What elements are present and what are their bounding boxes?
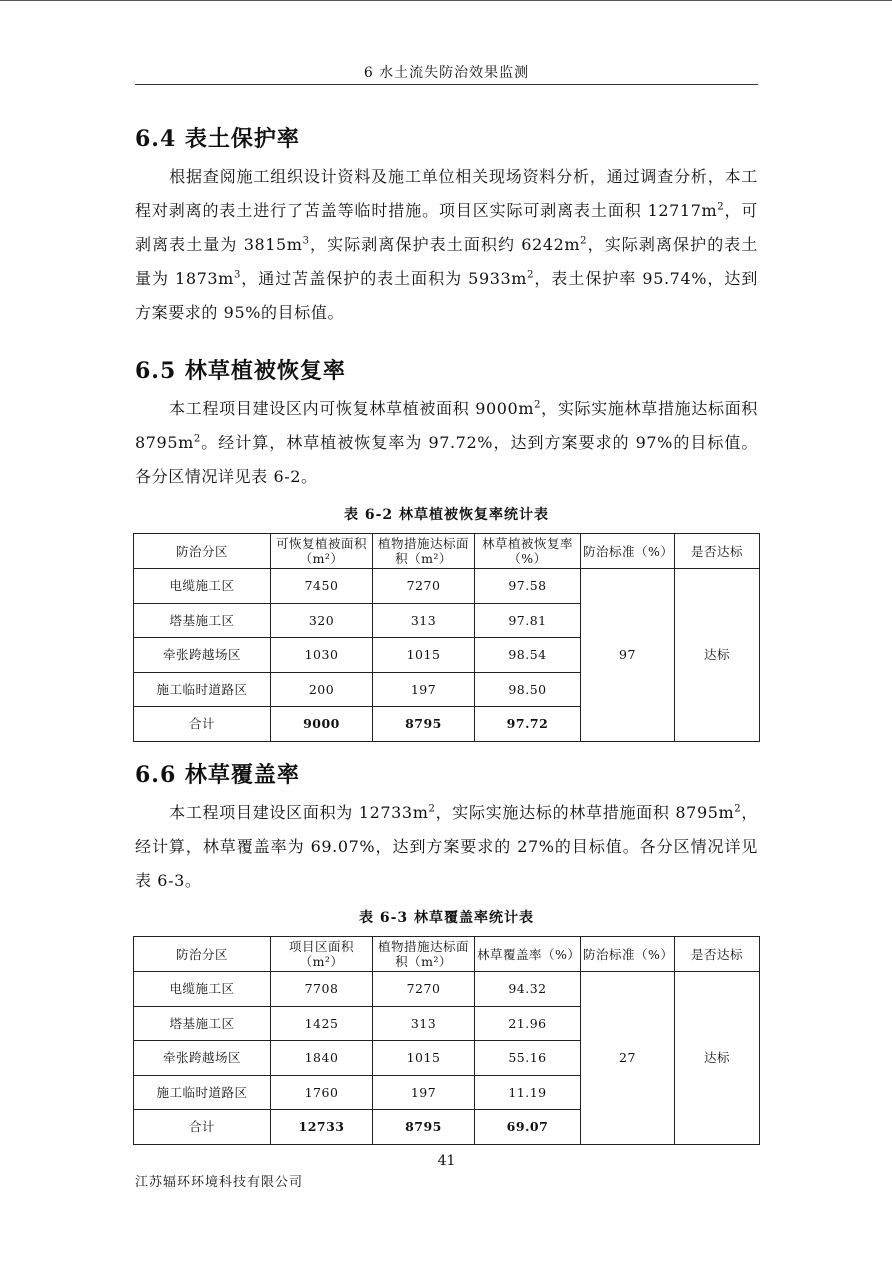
table-header-row [134, 534, 760, 569]
standard-cell: 97 [581, 569, 675, 742]
value-cell: 21.96 [475, 1006, 581, 1041]
value-cell: 55.16 [475, 1041, 581, 1076]
header-cell: 防治标准（%） [581, 937, 675, 972]
total-value-cell: 8795 [373, 707, 475, 742]
section-6-5-paragraph: 本工程项目建设区内可恢复林草植被面积 $9000m^2$，实际实施林草措施达标面积 $8795m^2$。经计算，林草植被恢复率为 97.72%，达到方案要求的 97%的目标值。各分区情况详见表 6-2。 [135, 399, 758, 486]
value-cell: 200 [271, 672, 373, 707]
value-cell: 313 [373, 1006, 475, 1041]
zone-cell: 电缆施工区 [134, 569, 271, 604]
value-cell: 7270 [373, 569, 475, 604]
section-6-6-heading: 6.6 林草覆盖率 [135, 762, 300, 788]
table-header-row [134, 937, 760, 972]
value-cell: 7270 [373, 972, 475, 1007]
value-cell: 7708 [271, 972, 373, 1007]
value-cell: 197 [373, 672, 475, 707]
result-cell: 达标 [675, 972, 760, 1145]
header-cell: 防治标准（%） [581, 534, 675, 569]
total-value-cell: 8795 [373, 1110, 475, 1145]
value-cell: 1840 [271, 1041, 373, 1076]
table-6-3-caption: 表 6-3 林草覆盖率统计表 [358, 910, 535, 926]
value-cell: 1015 [373, 638, 475, 673]
top-border-line [0, 0, 892, 1]
header-cell: 防治分区 [134, 534, 271, 569]
header-cell: 防治分区 [134, 937, 271, 972]
value-cell: 98.54 [475, 638, 581, 673]
total-label-cell: 合计 [134, 1110, 271, 1145]
header-divider [135, 84, 758, 85]
header-cell: 是否达标 [675, 937, 760, 972]
value-cell: 11.19 [475, 1075, 581, 1110]
table-6-2 [133, 533, 760, 742]
total-label-cell: 合计 [134, 707, 271, 742]
result-cell: 达标 [675, 569, 760, 742]
standard-cell: 27 [581, 972, 675, 1145]
zone-cell: 施工临时道路区 [134, 1075, 271, 1110]
zone-cell: 牵张跨越场区 [134, 638, 271, 673]
value-cell: 7450 [271, 569, 373, 604]
header-cell: 是否达标 [675, 534, 760, 569]
table-row [134, 972, 760, 1007]
zone-cell: 牵张跨越场区 [134, 1041, 271, 1076]
section-6-6-paragraph: 本工程项目建设区面积为 $12733m^2$，实际实施达标的林草措施面积 $8795m^2$，经计算，林草覆盖率为 69.07%，达到方案要求的 27%的目标值。各分区情况详见表 6-3。 [135, 803, 758, 890]
header-cell: 植物措施达标面积（m²） [373, 534, 475, 569]
value-cell: 94.32 [475, 972, 581, 1007]
total-value-cell: 69.07 [475, 1110, 581, 1145]
zone-cell: 施工临时道路区 [134, 672, 271, 707]
value-cell: 1425 [271, 1006, 373, 1041]
header-cell: 项目区面积（m²） [271, 937, 373, 972]
value-cell: 97.81 [475, 603, 581, 638]
header-cell: 林草覆盖率（%） [475, 937, 581, 972]
section-6-5-heading: 6.5 林草植被恢复率 [135, 358, 346, 384]
page-number: 41 [437, 1153, 456, 1169]
value-cell: 97.58 [475, 569, 581, 604]
header-cell: 植物措施达标面积（m²） [373, 937, 475, 972]
section-6-4-heading: 6.4 表土保护率 [135, 126, 300, 152]
section-6-4-paragraph: 根据查阅施工组织设计资料及施工单位相关现场资料分析，通过调查分析，本工程对剥离的表土进行了苫盖等临时措施。项目区实际可剥离表土面积 $12717m^2$，可剥离表土量为 $3815m^3$，实际剥离保护表土面积约 $6242m^2$，实际剥离保护的表土量为 $1873m^3$，通过苫盖保护的表土面积为 $5933m^2$，表土保护率 95.74%，达到方案要求的 95%的目标值。 [135, 167, 759, 322]
zone-cell: 塔基施工区 [134, 603, 271, 638]
footer-company-name: 江苏辐环环境科技有限公司 [135, 1175, 304, 1190]
zone-cell: 电缆施工区 [134, 972, 271, 1007]
total-value-cell: 97.72 [475, 707, 581, 742]
header-cell: 林草植被恢复率（%） [475, 534, 581, 569]
value-cell: 1015 [373, 1041, 475, 1076]
value-cell: 98.50 [475, 672, 581, 707]
header-cell: 可恢复植被面积（m²） [271, 534, 373, 569]
value-cell: 320 [271, 603, 373, 638]
value-cell: 197 [373, 1075, 475, 1110]
table-6-3 [133, 936, 760, 1145]
total-value-cell: 9000 [271, 707, 373, 742]
value-cell: 1760 [271, 1075, 373, 1110]
total-value-cell: 12733 [271, 1110, 373, 1145]
running-header: 6 水土流失防治效果监测 [363, 65, 530, 81]
table-row [134, 569, 760, 604]
zone-cell: 塔基施工区 [134, 1006, 271, 1041]
value-cell: 313 [373, 603, 475, 638]
table-6-2-caption: 表 6-2 林草植被恢复率统计表 [343, 507, 550, 523]
value-cell: 1030 [271, 638, 373, 673]
